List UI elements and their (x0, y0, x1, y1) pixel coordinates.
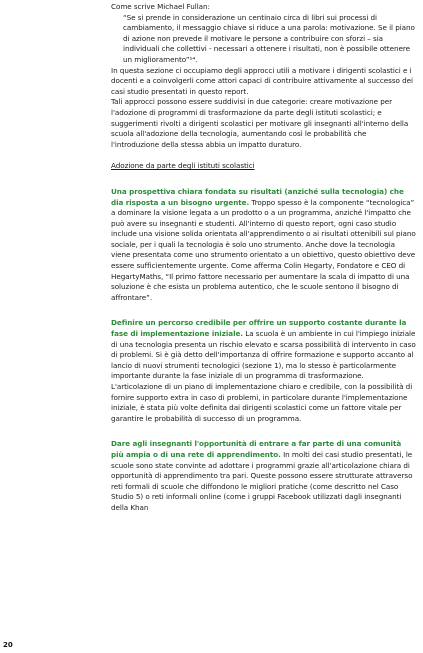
intro-paragraph: In questa sezione ci occupiamo degli approcci utili a motivare i dirigenti scolastici e i docenti e a coinvolgerli come attori capaci di contribuire attivamente al successo dei casi studio presentati in questo report. (111, 65, 413, 96)
highlight-text: Definire un percorso credibile per offrire un supporto costante durante la fase di implementazione iniziale. (111, 318, 407, 339)
main-text-column (111, 2, 416, 514)
paragraph-body: Troppo spesso è la componente “tecnologica” a dominare la visione legata a un prodotto o a un programma, anziché l'impatto che può avere su insegnanti e studenti. All'interno di questo report, ogni caso studio include una visione solida orientata all'apprendimento o ai risultati ottenibili sul piano sociale, per i quali la tecnologia è solo uno strumento. Anche dove la tecnologia viene presentata come uno strumento orientato a un obiettivo, questo obiettivo deve essere sufficientemente urgente. Come afferma Colin Hegarty, Fondatore e CEO di HegartyMaths, “Il primo fattore necessario per aumentare la scala di impatto di una soluzione è che esista un problema autentico, che le scuole sentono il bisogno di affrontare”. (111, 197, 416, 302)
block-quote: “Se si prende in considerazione un centinaio circa di libri sui processi di cambiamento, il messaggio chiave si riduce a una parola: motivazione. Se il piano di azione non prevede il motivare le persone a contribuire con sforzi – sia individuali che collettivi - necessari a ottenere i risultati, non è possibile ottenere un miglioramento”¹⁴. (123, 12, 415, 64)
section-heading: Adozione da parte degli istituti scolastici (111, 161, 255, 171)
section-paragraph-3 (111, 439, 416, 513)
categories-paragraph: Tali approcci possono essere suddivisi in due categorie: creare motivazione per l'adozione di programmi di trasformazione da parte degli istituti scolastici; e suggerimenti rivolti a dirigenti scolastici per motivare gli insegnanti all'interno della scuola all'adozione della tecnologia, aumentando così le probabilità che l'introduzione della stessa abbia un impatto duraturo. (111, 97, 409, 149)
page-number: 20 (3, 641, 13, 649)
section-paragraph-1 (111, 187, 416, 304)
paragraph-body: In molti dei casi studio presentati, le scuole sono state convinte ad adottare i programmi grazie all'articolazione chiara di opportunità di apprendimento tra pari. Queste possono essere strutturate attraverso reti formali di scuole che diffondono le migliori pratiche (come descritto nel Caso Studio 5) o reti informali online (come i gruppi Facebook utilizzati dagli insegnanti della Khan (111, 449, 413, 512)
section-paragraph-2 (111, 318, 416, 424)
paragraph-body: La scuola è un ambiente in cui l'impiego iniziale di una tecnologia presenta un rischio elevato e scarsa possibilità di intervento in caso di problemi. Si è già detto dell'importanza di offrire formazione e supporto accanto al lancio di nuovi strumenti tecnologici (sezione 1), ma lo stesso è particolarmente importante durante la fase iniziale di un programma di trasformazione. L'articolazione di un piano di implementazione chiaro e credibile, con la possibilità di fornire supporto extra in caso di problemi, in particolare durante l'implementazione iniziale, è stata più volte definita dai dirigenti scolastici come un fattore vitale per garantire le probabilità di successo di un programma. (111, 329, 416, 423)
quote-attribution: Come scrive Michael Fullan: (111, 2, 210, 11)
highlight-text: Dare agli insegnanti l'opportunità di entrare a far parte di una comunità più ampia o di una rete di apprendimento. (111, 439, 402, 459)
highlight-text: Una prospettiva chiara fondata su risultati (anziché sulla tecnologia) che dia risposta a un bisogno urgente. (111, 186, 404, 207)
